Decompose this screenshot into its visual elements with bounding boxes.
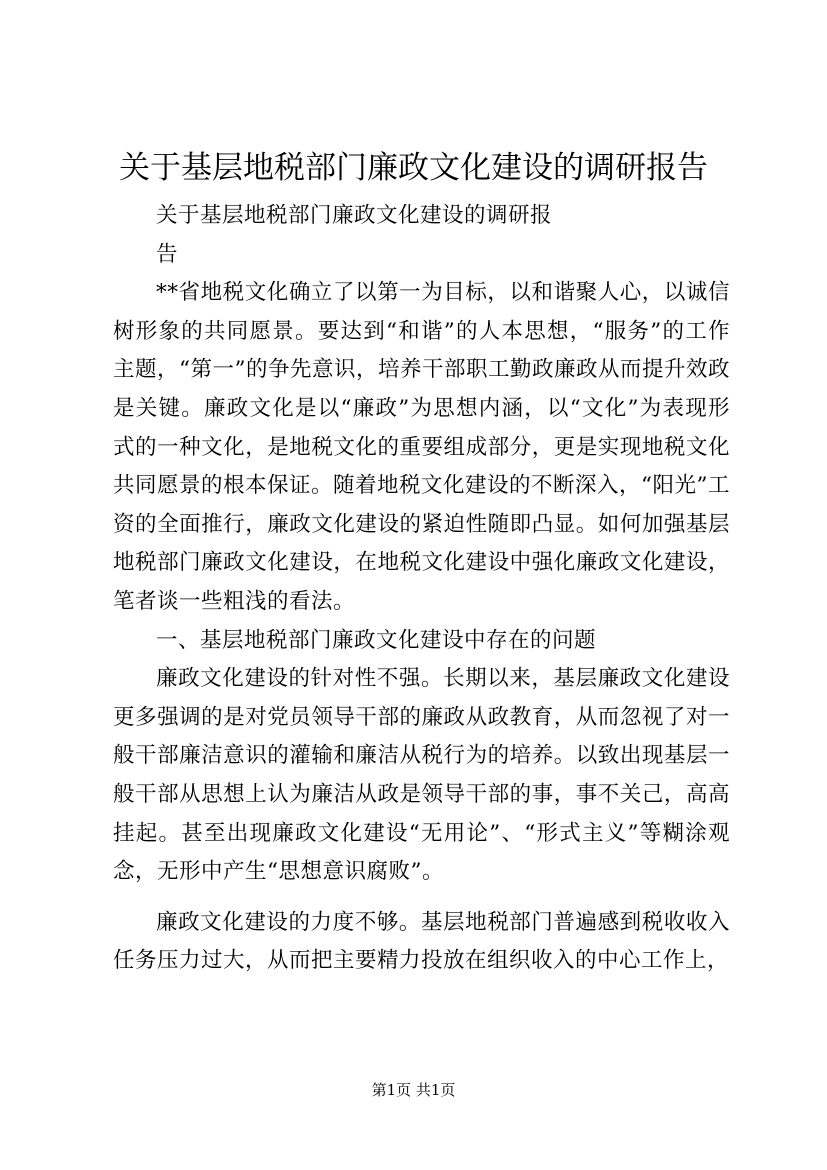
document-body xyxy=(113,197,730,981)
subtitle-line-2: 告 xyxy=(156,241,179,267)
paragraph-problem-2: 廉政文化建设的力度不够。基层地税部门普遍感到税收收入任务压力过大，从而把主要精力投放在组织收入的中心工作上， xyxy=(113,909,730,974)
subtitle-line-1: 关于基层地税部门廉政文化建设的调研报 xyxy=(156,203,553,228)
document-title: 关于基层地税部门廉政文化建设的调研报告 xyxy=(119,150,708,186)
paragraph-problem-1: 廉政文化建设的针对性不强。长期以来，基层廉政文化建设更多强调的是对党员领导干部的廉政从政教育，从而忽视了对一般干部廉洁意识的灌输和廉洁从税行为的培养。以致出现基层一般干部从思想上认为廉洁从政是领导干部的事，事不关己，高高挂起。甚至出现廉政文化建设“无用论”、“形式主义”等糊涂观念，无形中产生“思想意识腐败”。 xyxy=(113,666,730,885)
page-footer: 第1页 共1页 xyxy=(371,1081,456,1099)
paragraph-intro: **省地税文化确立了以第一为目标，以和谐聚人心，以诚信树形象的共同愿景。要达到“和谐”的人本思想，“服务”的工作主题，“第一”的争先意识，培养干部职工勤政廉政从而提升效政是关键。廉政文化是以“廉政”为思想内涵，以“文化”为表现形式的一种文化，是地税文化的重要组成部分，更是实现地税文化共同愿景的根本保证。随着地税文化建设的不断深入，“阳光”工资的全面推行，廉政文化建设的紧迫性随即凸显。如何加强基层地税部门廉政文化建设，在地税文化建设中强化廉政文化建设，笔者谈一些粗浅的看法。 xyxy=(113,280,730,614)
section-heading-1: 一、基层地税部门廉政文化建设中存在的问题 xyxy=(156,627,597,653)
